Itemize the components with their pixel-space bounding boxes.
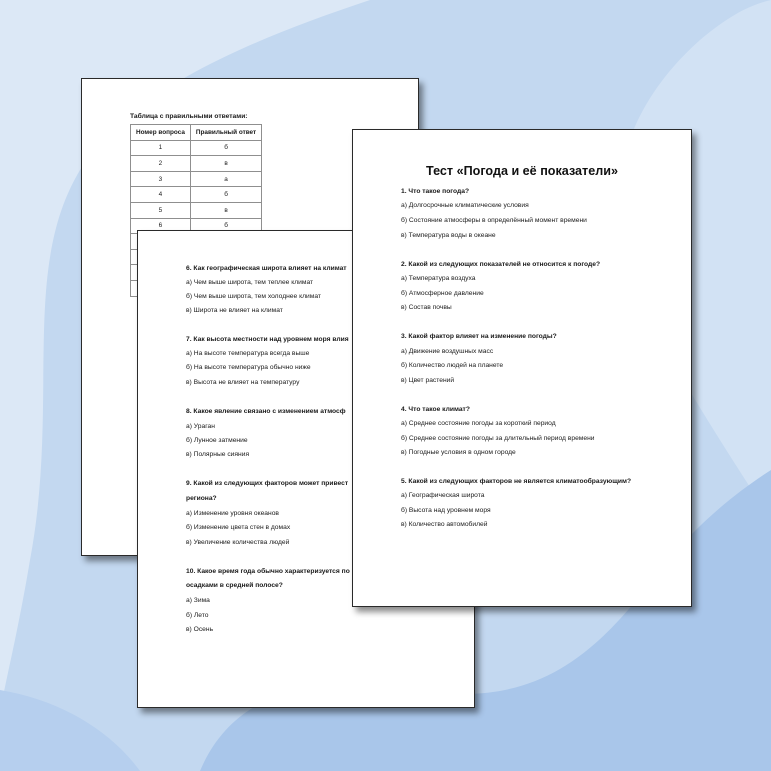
option-1c: в) Температура воды в океане	[401, 232, 496, 239]
question-10-line-2: осадками в средней полосе?	[186, 582, 283, 589]
test-title: Тест «Погода и её показатели»	[426, 164, 618, 178]
option-8b: б) Лунное затмение	[186, 437, 248, 444]
option-8a: а) Ураган	[186, 423, 215, 430]
option-6b: б) Чем выше широта, тем холоднее климат	[186, 293, 321, 300]
option-9c: в) Увеличение количества людей	[186, 539, 290, 546]
option-4a: а) Среднее состояние погоды за короткий период	[401, 420, 556, 427]
cell-answer: б	[190, 187, 261, 203]
answers-caption: Таблица с правильными ответами:	[130, 113, 248, 120]
table-row	[131, 187, 262, 203]
question-4: 4. Что такое климат?	[401, 406, 470, 413]
question-8: 8. Какое явление связано с изменением атмосф	[186, 408, 346, 415]
question-1: 1. Что такое погода?	[401, 188, 470, 195]
option-7a: а) На высоте температура всегда выше	[186, 350, 310, 357]
cell-number: 5	[131, 202, 191, 218]
cell-answer: а	[190, 171, 261, 187]
option-10a: а) Зима	[186, 597, 210, 604]
option-4c: в) Погодные условия в одном городе	[401, 449, 516, 456]
option-6a: а) Чем выше широта, тем теплее климат	[186, 279, 314, 286]
option-2c: в) Состав почвы	[401, 304, 452, 311]
option-1b: б) Состояние атмосферы в определённый момент времени	[401, 217, 587, 224]
option-3a: а) Движение воздушных масс	[401, 348, 494, 355]
table-row	[131, 156, 262, 172]
option-1a: а) Долгосрочные климатические условия	[401, 202, 529, 209]
question-9-line-2: региона?	[186, 495, 217, 502]
option-3b: б) Количество людей на планете	[401, 362, 504, 369]
option-3c: в) Цвет растений	[401, 377, 455, 384]
question-6: 6. Как географическая широта влияет на климат	[186, 265, 347, 272]
header-question-number: Номер вопроса	[131, 125, 191, 141]
cell-answer: в	[190, 202, 261, 218]
option-7c: в) Высота не влияет на температуру	[186, 379, 300, 386]
option-8c: в) Полярные сияния	[186, 451, 250, 458]
option-9b: б) Изменение цвета стен в домах	[186, 524, 291, 531]
question-2: 2. Какой из следующих показателей не относится к погоде?	[401, 261, 601, 268]
cell-answer: б	[190, 140, 261, 156]
option-5c: в) Количество автомобилей	[401, 521, 488, 528]
option-9a: а) Изменение уровня океанов	[186, 510, 279, 517]
cell-number: 1	[131, 140, 191, 156]
option-10c: в) Осень	[186, 626, 214, 633]
table-row	[131, 202, 262, 218]
table-row	[131, 140, 262, 156]
cell-number: 4	[131, 187, 191, 203]
option-2b: б) Атмосферное давление	[401, 290, 484, 297]
cell-answer: б	[190, 218, 261, 234]
question-3: 3. Какой фактор влияет на изменение погоды?	[401, 333, 557, 340]
question-5: 5. Какой из следующих факторов не является климатообразующим?	[401, 478, 632, 485]
option-4b: б) Среднее состояние погоды за длительный период времени	[401, 435, 595, 442]
cell-number: 2	[131, 156, 191, 172]
table-row	[131, 171, 262, 187]
answers-header-row	[131, 125, 262, 141]
cell-number: 3	[131, 171, 191, 187]
questions-sheet-1	[352, 129, 692, 607]
option-10b: б) Лето	[186, 612, 209, 619]
question-10: 10. Какое время года обычно характеризуется по	[186, 568, 350, 575]
cell-number: 6	[131, 218, 191, 234]
option-5b: б) Высота над уровнем моря	[401, 507, 491, 514]
header-correct-answer: Правильный ответ	[190, 125, 261, 141]
question-9: 9. Какой из следующих факторов может привест	[186, 480, 349, 487]
option-6c: в) Широта не влияет на климат	[186, 307, 283, 314]
option-7b: б) На высоте температура обычно ниже	[186, 364, 311, 371]
cell-answer: в	[190, 156, 261, 172]
option-2a: а) Температура воздуха	[401, 275, 476, 282]
question-7: 7. Как высота местности над уровнем моря влия	[186, 336, 349, 343]
option-5a: а) Географическая широта	[401, 492, 485, 499]
